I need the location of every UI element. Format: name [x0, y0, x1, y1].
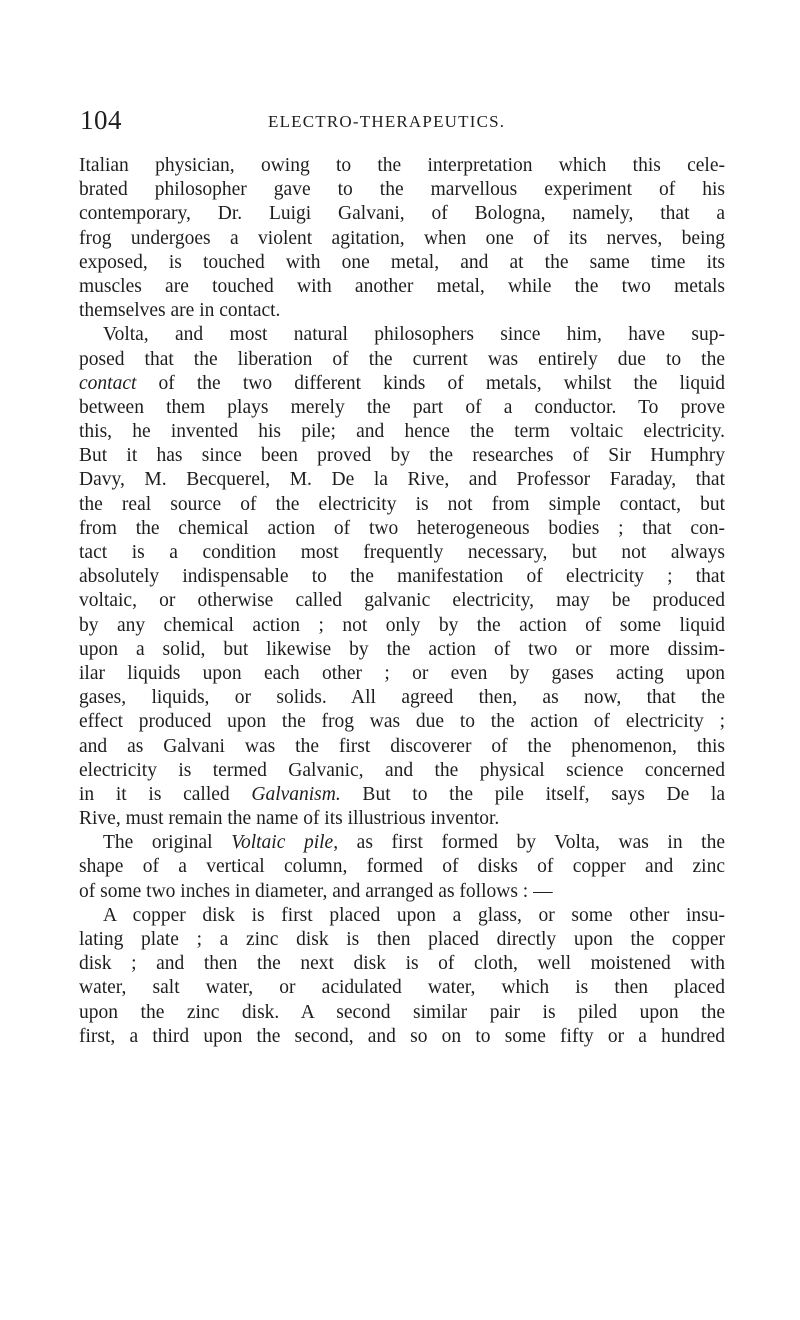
text-line: gases, liquids, or solids. All agreed then, as now, that the — [79, 687, 725, 709]
text-line: posed that the liberation of the current was entirely due to the — [79, 348, 725, 370]
text-line: themselves are in contact. — [79, 300, 281, 322]
text-line: shape of a vertical column, formed of disks of copper and zinc — [79, 856, 725, 878]
text-line: muscles are touched with another metal, while the two metals — [79, 275, 725, 297]
text-line: first, a third upon the second, and so on to some fifty or a hundred — [79, 1025, 725, 1047]
page-number: 104 — [80, 105, 122, 135]
text-line: between them plays merely the part of a conductor. To prove — [79, 396, 725, 418]
text-line: contemporary, Dr. Luigi Galvani, of Bologna, namely, that a — [79, 203, 725, 225]
text-line: water, salt water, or acidulated water, which is then placed — [79, 977, 725, 999]
text-line: upon the zinc disk. A second similar pair is piled upon the — [79, 1001, 725, 1023]
text-line: Volta, and most natural philosophers since him, have sup- — [103, 324, 725, 346]
text-line: electricity is termed Galvanic, and the physical science concerned — [79, 759, 725, 781]
text-line: absolutely indispensable to the manifestation of electricity ; that — [79, 566, 725, 588]
text-line: the real source of the electricity is not from simple contact, but — [79, 493, 725, 515]
text-line: Italian physician, owing to the interpretation which this cele- — [79, 155, 725, 176]
text-line: Rive, must remain the name of its illustrious inventor. — [79, 808, 500, 830]
text-line: Davy, M. Becquerel, M. De la Rive, and Professor Faraday, that — [79, 469, 725, 491]
text-line: by any chemical action ; not only by the action of some liquid — [79, 614, 725, 636]
text-line: But it has since been proved by the researches of Sir Humphry — [79, 445, 725, 467]
text-line: frog undergoes a violent agitation, when one of its nerves, being — [79, 227, 725, 249]
text-line: contact of the two different kinds of metals, whilst the liquid — [79, 372, 725, 394]
text-line: in it is called Galvanism. But to the pile itself, says De la — [79, 783, 725, 805]
text-line: exposed, is touched with one metal, and at the same time its — [79, 251, 725, 273]
body-text — [79, 154, 725, 1049]
text-line: lating plate ; a zinc disk is then placed directly upon the copper — [79, 929, 725, 950]
text-line: voltaic, or otherwise called galvanic electricity, may be produced — [79, 590, 725, 612]
text-line: disk ; and then the next disk is of cloth, well moistened with — [79, 953, 725, 975]
text-line: of some two inches in diameter, and arranged as follows : — — [79, 880, 553, 902]
running-title: ELECTRO-THERAPEUTICS. — [268, 112, 506, 131]
text-line: effect produced upon the frog was due to the action of electricity ; — [79, 711, 725, 733]
text-line: tact is a condition most frequently necessary, but not always — [79, 542, 725, 563]
text-line: brated philosopher gave to the marvellous experiment of his — [79, 179, 725, 201]
text-line: upon a solid, but likewise by the action of two or more dissim- — [79, 638, 725, 660]
text-line: from the chemical action of two heterogeneous bodies ; that con- — [79, 517, 725, 539]
text-line: and as Galvani was the first discoverer of the phenomenon, this — [79, 735, 725, 757]
text-line: ilar liquids upon each other ; or even by gases acting upon — [79, 662, 725, 684]
text-line: A copper disk is first placed upon a glass, or some other insu- — [103, 904, 725, 926]
text-line: The original Voltaic pile, as first formed by Volta, was in the — [103, 832, 726, 854]
text-line: this, he invented his pile; and hence the term voltaic electricity. — [79, 421, 725, 443]
